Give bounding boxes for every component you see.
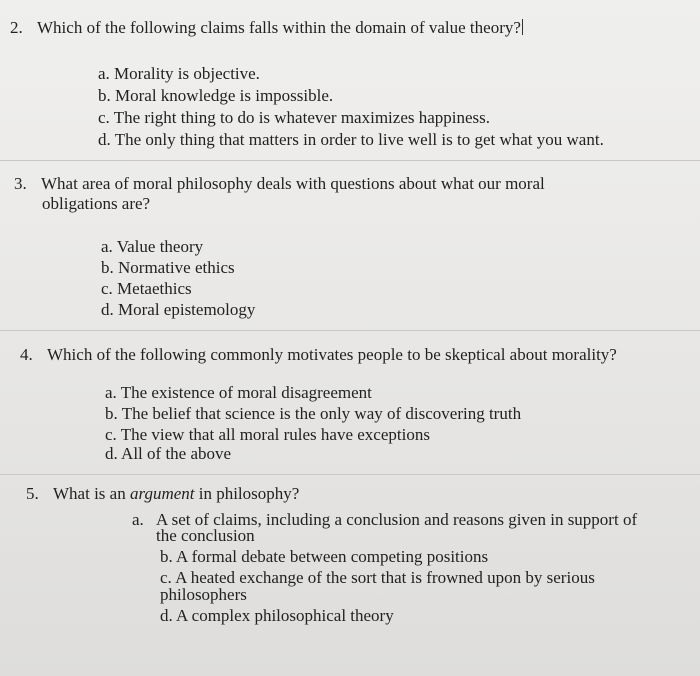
- question-3-line2: obligations are?: [42, 194, 151, 213]
- question-4: [20, 345, 617, 365]
- option-4b: b. The belief that science is the only way of discovering truth: [105, 404, 522, 423]
- question-number: 4.: [20, 345, 33, 364]
- option-5a-label: a.: [132, 510, 144, 529]
- option-5b: b. A formal debate between competing positions: [160, 547, 489, 566]
- question-number: 2.: [10, 18, 23, 37]
- question-text: Which of the following commonly motivates people to be skeptical about morality?: [47, 345, 617, 364]
- option-5c-line1: c. A heated exchange of the sort that is frowned upon by serious: [160, 568, 595, 587]
- question-3: [14, 174, 545, 194]
- option-5a-line2: the conclusion: [156, 526, 255, 545]
- question-number: 3.: [14, 174, 27, 193]
- question-text: Which of the following claims falls within the domain of value theory?: [37, 18, 521, 37]
- option-3a: a. Value theory: [101, 237, 204, 256]
- option-2d: d. The only thing that matters in order to live well is to get what you want.: [98, 130, 604, 149]
- question-text-emphasis: argument: [129, 484, 195, 503]
- question-text-post: in philosophy?: [194, 484, 300, 503]
- option-3d: d. Moral epistemology: [101, 300, 256, 319]
- divider: [0, 160, 700, 161]
- option-2b: b. Moral knowledge is impossible.: [98, 86, 334, 105]
- divider: [0, 330, 700, 331]
- option-2c: c. The right thing to do is whatever maximizes happiness.: [98, 108, 491, 127]
- divider: [0, 474, 700, 475]
- option-2a: a. Morality is objective.: [98, 64, 260, 83]
- option-4c: c. The view that all moral rules have exceptions: [105, 425, 430, 444]
- question-5: [26, 484, 299, 504]
- option-3c: c. Metaethics: [101, 279, 192, 298]
- question-2: [10, 18, 523, 38]
- option-5c-line2: philosophers: [160, 585, 247, 604]
- question-number: 5.: [26, 484, 39, 503]
- text-cursor: [522, 19, 523, 35]
- option-3b: b. Normative ethics: [101, 258, 235, 277]
- option-4d: d. All of the above: [105, 444, 232, 463]
- option-5a-line1: A set of claims, including a conclusion and reasons given in support of: [156, 510, 638, 529]
- option-5d: d. A complex philosophical theory: [160, 606, 394, 625]
- question-text-pre: What is an: [53, 484, 130, 503]
- option-4a: a. The existence of moral disagreement: [105, 383, 372, 402]
- question-text-line1: What area of moral philosophy deals with questions about what our moral: [41, 174, 545, 193]
